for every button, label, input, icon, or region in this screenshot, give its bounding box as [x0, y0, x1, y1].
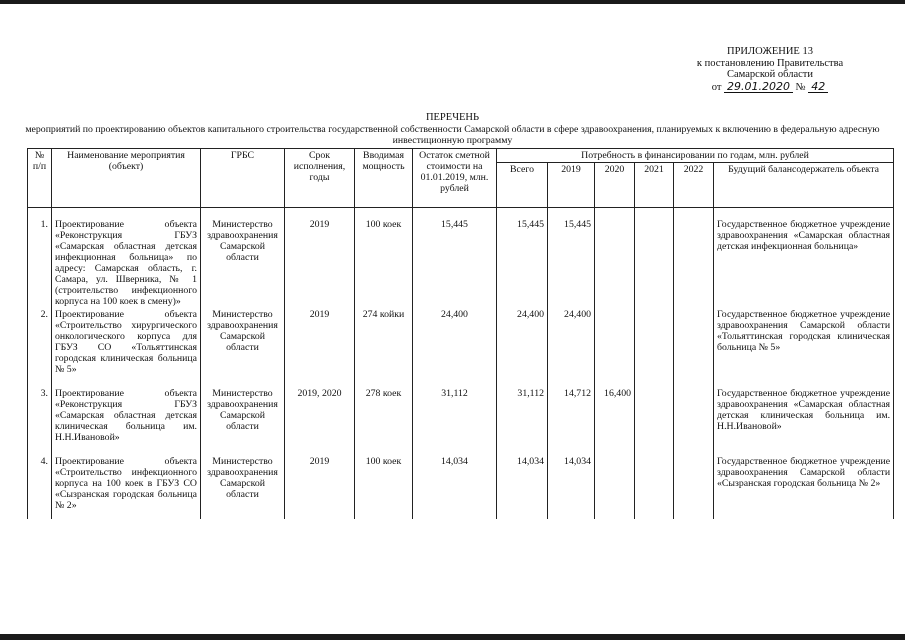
- row-term: 2019: [285, 218, 355, 308]
- row-total: 14,034: [497, 455, 548, 519]
- row-balance: 24,400: [413, 308, 497, 387]
- row-2021: [635, 455, 674, 519]
- header-balance: Остаток сметной стоимости на 01.01.2019, млн. рублей: [413, 149, 497, 208]
- appendix-region: Самарской области: [727, 69, 813, 80]
- row-2021: [635, 308, 674, 387]
- row-holder: Государственное бюджетное учреждение здравоохранения Самарской области «Сызранская городская больница № 2»: [714, 455, 894, 519]
- row-2022: [674, 308, 714, 387]
- row-term: 2019: [285, 308, 355, 387]
- header-2020: 2020: [595, 163, 635, 208]
- row-2019: 15,445: [548, 218, 595, 308]
- row-holder: Государственное бюджетное учреждение здравоохранения «Самарская областная детская клиническая больница им. Н.Н.Ивановой»: [714, 387, 894, 455]
- row-2020: [595, 308, 635, 387]
- table-row: [28, 455, 894, 519]
- title-heading: ПЕРЕЧЕНЬ: [425, 112, 480, 123]
- table-row: [28, 308, 894, 387]
- row-num: 3.: [28, 387, 52, 455]
- row-total: 24,400: [497, 308, 548, 387]
- row-2022: [674, 387, 714, 455]
- header-total: Всего: [497, 163, 548, 208]
- header-2022: 2022: [674, 163, 714, 208]
- header-term: Срок исполнения, годы: [285, 149, 355, 208]
- header-capacity: Вводимая мощность: [355, 149, 413, 208]
- header-holder: Будущий балансодержатель объекта: [714, 163, 894, 208]
- projects-table: [27, 148, 894, 519]
- row-2019: 24,400: [548, 308, 595, 387]
- appendix-block: [680, 46, 860, 93]
- row-term: 2019, 2020: [285, 387, 355, 455]
- header-2021: 2021: [635, 163, 674, 208]
- date-value: 29.01.2020: [724, 81, 793, 94]
- appendix-title: ПРИЛОЖЕНИЕ 13: [727, 46, 813, 57]
- number-prefix: №: [795, 81, 806, 93]
- row-capacity: 274 койки: [355, 308, 413, 387]
- row-capacity: 100 коек: [355, 455, 413, 519]
- scan-bottom-edge: [0, 634, 905, 640]
- row-num: 1.: [28, 218, 52, 308]
- row-grbs: Министерство здравоохранения Самарской области: [201, 218, 285, 308]
- title-subtitle: мероприятий по проектированию объектов капитального строительства государственной собственности Самарской области в сфере здравоохранения, планируемых к включению в федеральную адресную инвестиционную программу: [25, 123, 880, 146]
- row-total: 31,112: [497, 387, 548, 455]
- row-capacity: 278 коек: [355, 387, 413, 455]
- row-balance: 31,112: [413, 387, 497, 455]
- table-row: [28, 218, 894, 308]
- row-capacity: 100 коек: [355, 218, 413, 308]
- row-2022: [674, 218, 714, 308]
- row-term: 2019: [285, 455, 355, 519]
- header-num: № п/п: [28, 149, 52, 208]
- row-num: 4.: [28, 455, 52, 519]
- appendix-resolution: к постановлению Правительства: [696, 57, 844, 69]
- row-grbs: Министерство здравоохранения Самарской области: [201, 455, 285, 519]
- header-grbs: ГРБС: [201, 149, 285, 208]
- appendix-date-line: [680, 81, 860, 94]
- row-holder: Государственное бюджетное учреждение здравоохранения «Самарская областная детская инфекционная больница»: [714, 218, 894, 308]
- header-row-1: [28, 149, 894, 163]
- date-prefix: от: [711, 81, 722, 93]
- row-grbs: Министерство здравоохранения Самарской области: [201, 387, 285, 455]
- scan-top-edge: [0, 0, 905, 4]
- row-2019: 14,712: [548, 387, 595, 455]
- row-balance: 15,445: [413, 218, 497, 308]
- row-num: 2.: [28, 308, 52, 387]
- number-value: 42: [808, 81, 828, 94]
- row-name: Проектирование объекта «Реконструкция ГБУЗ «Самарская областная детская инфекционная больница» по адресу: Самарская область, г. Самара, ул. Шверника, № 1 (строительство инфекционного корпуса на 100 коек в смену)»: [52, 218, 201, 308]
- table-row: [28, 387, 894, 455]
- row-2022: [674, 455, 714, 519]
- row-2020: [595, 218, 635, 308]
- row-2021: [635, 387, 674, 455]
- row-name: Проектирование объекта «Реконструкция ГБУЗ «Самарская областная детская клиническая больница им. Н.Н.Ивановой»: [52, 387, 201, 455]
- row-2020: [595, 455, 635, 519]
- spacer-row: [28, 208, 894, 219]
- row-holder: Государственное бюджетное учреждение здравоохранения Самарской области «Тольяттинская городская клиническая больница № 5»: [714, 308, 894, 387]
- row-name: Проектирование объекта «Строительство хирургического онкологического корпуса для ГБУЗ СО «Тольяттинская городская клиническая больница № 5»: [52, 308, 201, 387]
- row-total: 15,445: [497, 218, 548, 308]
- row-balance: 14,034: [413, 455, 497, 519]
- document-title: [0, 112, 905, 147]
- row-name: Проектирование объекта «Строительство инфекционного корпуса на 100 коек в ГБУЗ СО «Сызранская городская больница № 2»: [52, 455, 201, 519]
- header-2019: 2019: [548, 163, 595, 208]
- header-name: Наименование мероприятия (объект): [52, 149, 201, 208]
- row-grbs: Министерство здравоохранения Самарской области: [201, 308, 285, 387]
- row-2019: 14,034: [548, 455, 595, 519]
- header-need: Потребность в финансировании по годам, млн. рублей: [497, 149, 894, 163]
- row-2020: 16,400: [595, 387, 635, 455]
- row-2021: [635, 218, 674, 308]
